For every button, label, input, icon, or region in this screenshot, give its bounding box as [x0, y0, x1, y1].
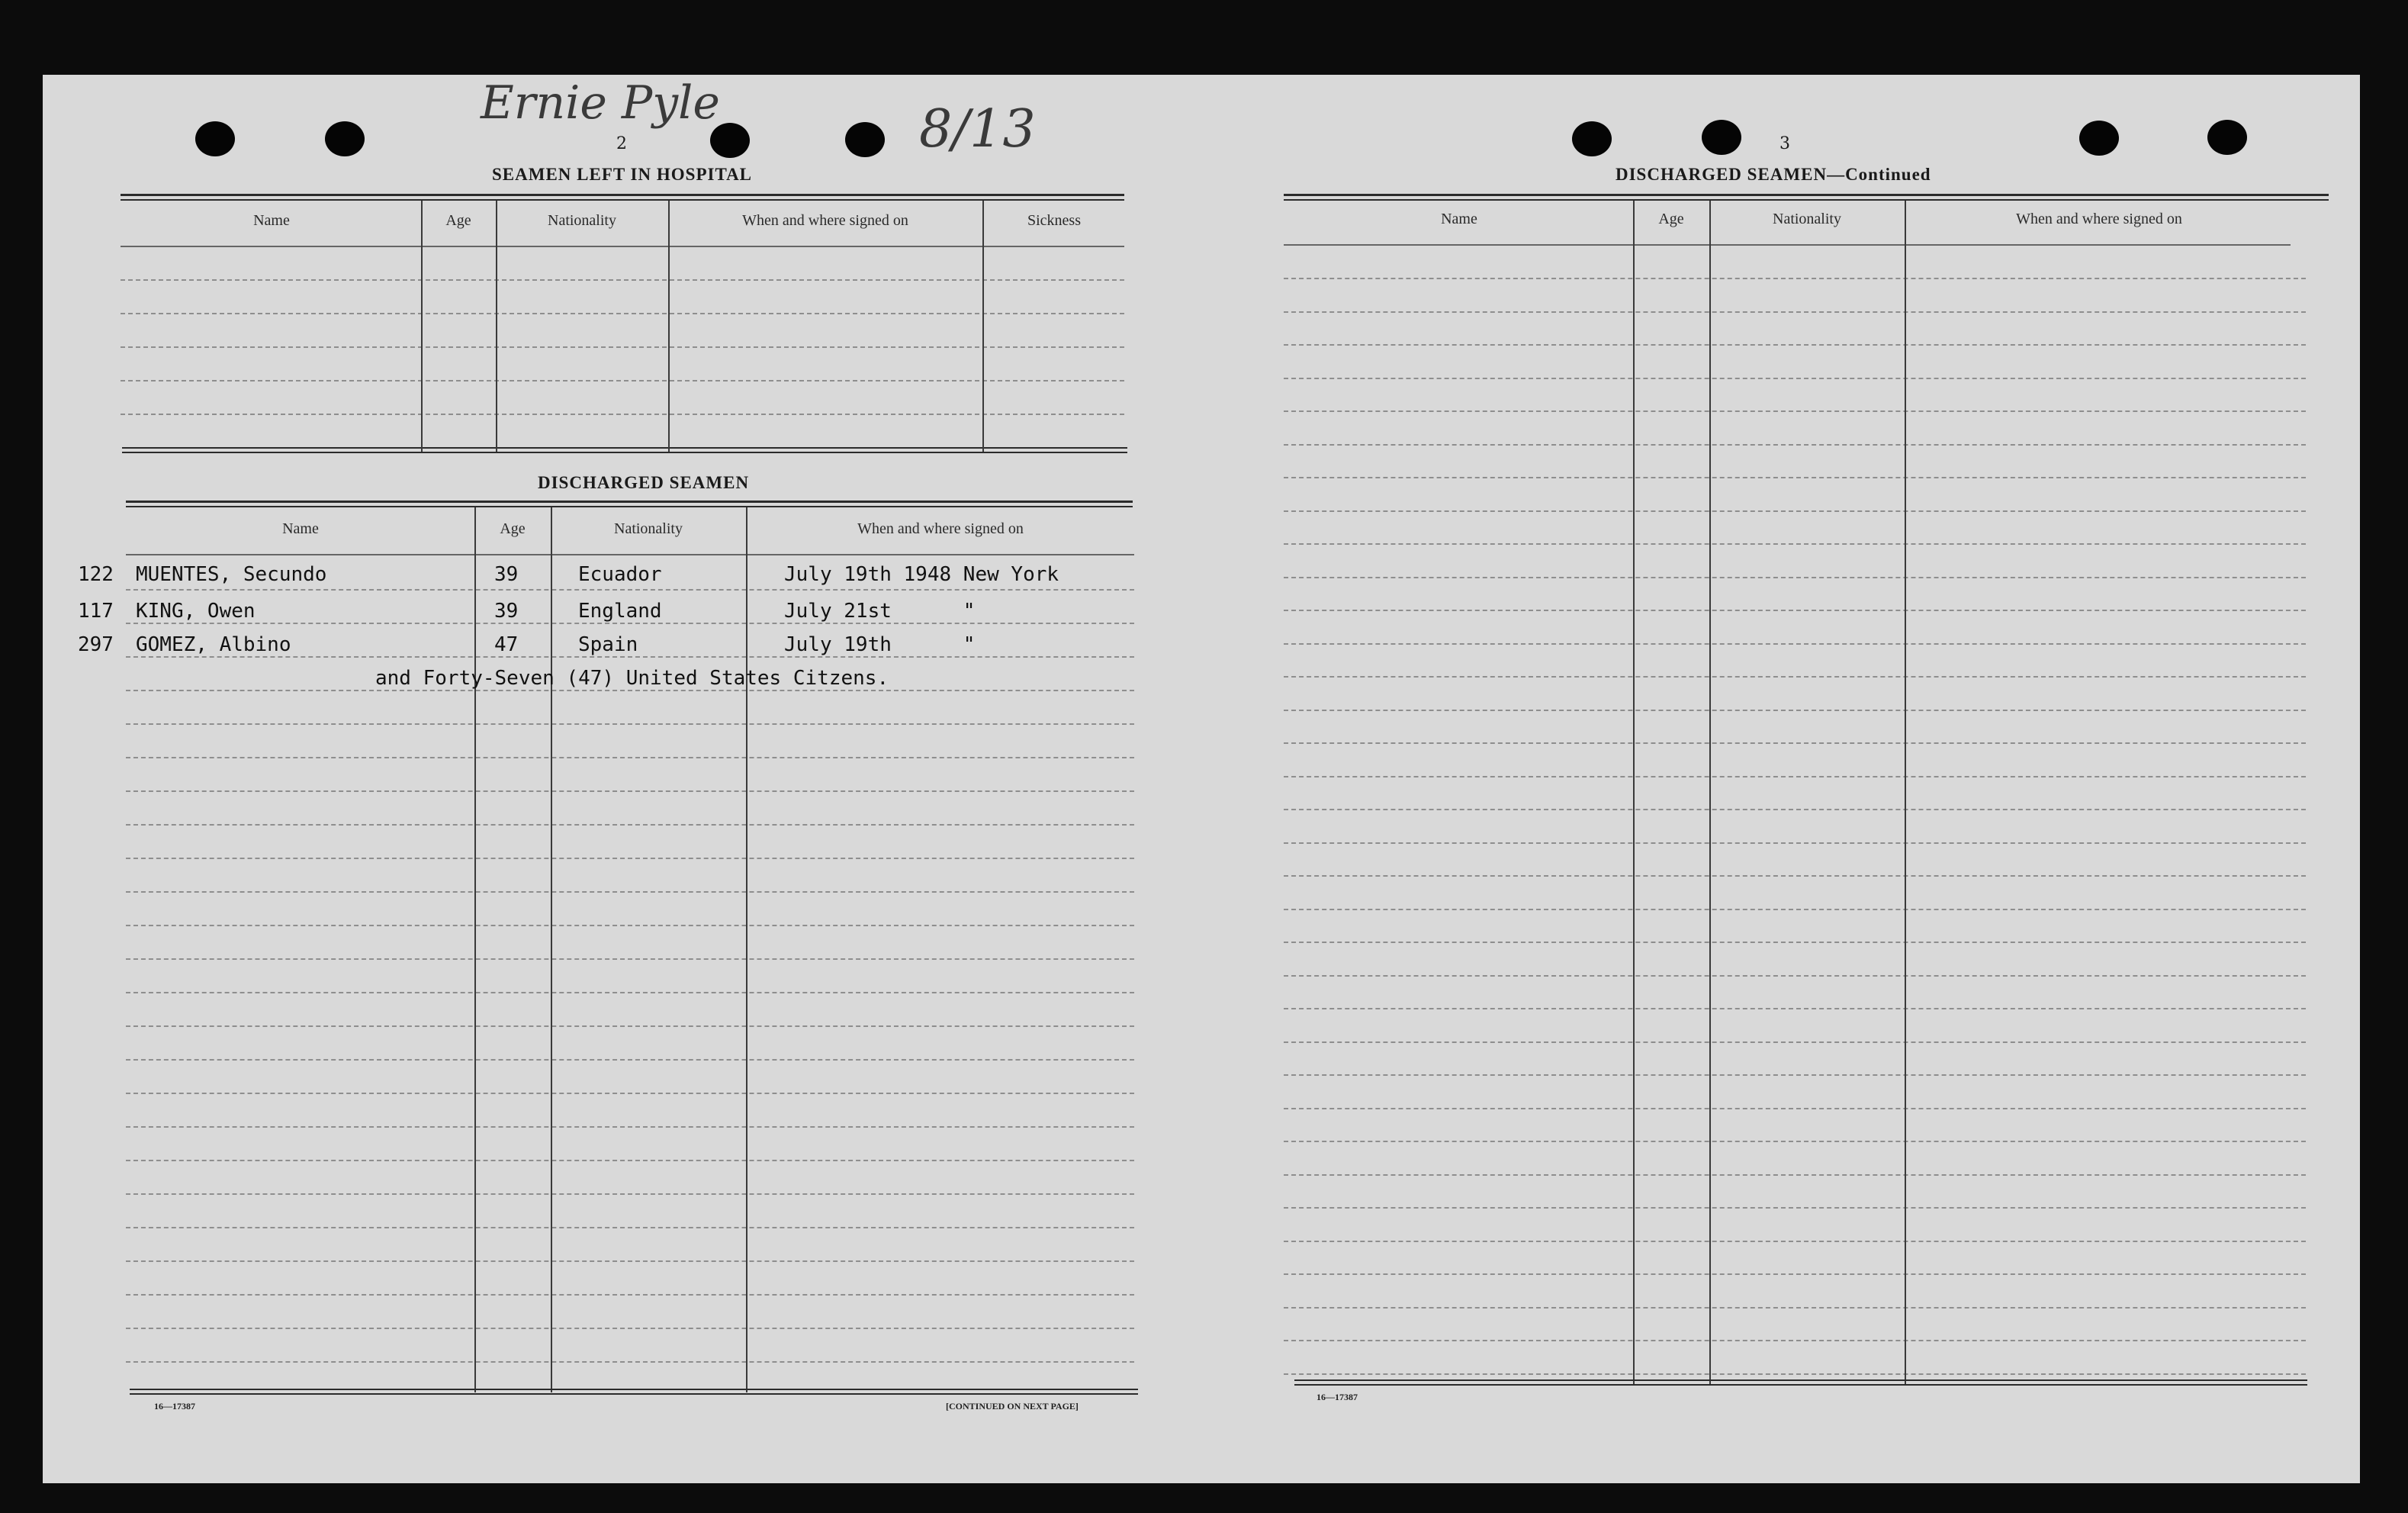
ruled-line	[1284, 510, 2306, 512]
right-col-divider	[1905, 201, 1906, 1385]
ruled-line	[126, 1160, 1134, 1161]
punch-hole	[2079, 121, 2119, 156]
ruled-line	[1284, 875, 2306, 877]
page-number-right: 3	[1779, 134, 1790, 153]
seaman-age: 47	[494, 633, 519, 656]
punch-hole	[195, 121, 235, 156]
ruled-line	[1284, 410, 2306, 412]
ruled-line	[126, 1260, 1134, 1262]
discharged-section-title: DISCHARGED SEAMEN	[538, 473, 750, 492]
ruled-line	[126, 1328, 1134, 1329]
ruled-line	[126, 1227, 1134, 1228]
hospital-row-line	[121, 313, 1124, 314]
ruled-line	[126, 1193, 1134, 1195]
hospital-header-age: Age	[445, 212, 471, 229]
ruled-line	[126, 757, 1134, 758]
ruled-line	[1284, 1207, 2306, 1209]
hospital-col-divider	[421, 201, 423, 452]
discharged-header-nationality: Nationality	[614, 520, 683, 537]
handwritten-ship-name: Ernie Pyle	[481, 76, 720, 130]
ruled-line	[126, 858, 1134, 859]
hospital-table-bottom-rule	[122, 447, 1127, 449]
ruled-line	[126, 1025, 1134, 1027]
hospital-section-title: SEAMEN LEFT IN HOSPITAL	[492, 165, 753, 184]
ruled-line	[126, 1294, 1134, 1296]
ruled-line	[1284, 1241, 2306, 1242]
ruled-line	[126, 925, 1134, 926]
ruled-line	[1284, 543, 2306, 545]
ruled-line	[1284, 676, 2306, 678]
right-table-top-rule-2	[1284, 199, 2329, 201]
ruled-line	[126, 656, 1134, 658]
seaman-age: 39	[494, 600, 519, 623]
discharged-continued-title: DISCHARGED SEAMEN—Continued	[1616, 165, 1931, 184]
hospital-header-signed-on: When and where signed on	[742, 212, 908, 229]
right-table-bottom-rule	[1294, 1379, 2307, 1381]
discharged-table-top-rule-2	[126, 506, 1133, 507]
ruled-line	[126, 824, 1134, 826]
seaman-name: GOMEZ, Albino	[136, 633, 291, 656]
right-header-nationality: Nationality	[1773, 211, 1841, 227]
seaman-nationality: England	[578, 600, 662, 623]
seaman-age: 39	[494, 563, 519, 586]
discharged-col-divider	[474, 507, 476, 1392]
discharged-header-name: Name	[282, 520, 319, 537]
discharged-table-bottom-rule-2	[130, 1393, 1138, 1395]
seaman-number: 297	[78, 633, 114, 656]
ruled-line	[126, 623, 1134, 624]
page-number-left: 2	[616, 134, 627, 153]
ruled-line	[1284, 1041, 2306, 1043]
discharged-col-divider	[551, 507, 552, 1392]
punch-hole	[845, 122, 885, 157]
hospital-row-line	[121, 279, 1124, 281]
ruled-line	[1284, 344, 2306, 346]
continued-note: [CONTINUED ON NEXT PAGE]	[946, 1401, 1079, 1412]
form-number-left: 16—17387	[154, 1401, 195, 1412]
ruled-line	[126, 690, 1134, 691]
ruled-line	[1284, 909, 2306, 910]
ruled-line	[126, 723, 1134, 725]
seaman-signed-on: July 19th 1948 New York	[784, 563, 1059, 586]
ruled-line	[1284, 577, 2306, 578]
ruled-line	[126, 589, 1134, 591]
ruled-line	[126, 992, 1134, 993]
seaman-signed-on: July 21st "	[784, 600, 976, 623]
ruled-line	[1284, 1174, 2306, 1176]
ruled-line	[1284, 1373, 2306, 1375]
punch-hole	[2207, 120, 2247, 155]
seaman-name: KING, Owen	[136, 600, 256, 623]
right-table-top-rule	[1284, 194, 2329, 196]
ruled-line	[1284, 842, 2306, 844]
ruled-line	[1284, 742, 2306, 744]
right-header-age: Age	[1658, 211, 1684, 227]
discharged-col-divider	[746, 507, 747, 1392]
discharged-header-rule	[126, 554, 1134, 555]
right-header-name: Name	[1441, 211, 1477, 227]
ruled-line	[1284, 311, 2306, 313]
ruled-line	[1284, 643, 2306, 645]
discharged-table-bottom-rule	[130, 1389, 1138, 1390]
seaman-number: 117	[78, 600, 114, 623]
ruled-line	[126, 1093, 1134, 1094]
seaman-nationality: Ecuador	[578, 563, 662, 586]
hospital-header-nationality: Nationality	[548, 212, 616, 229]
ruled-line	[126, 891, 1134, 893]
hospital-header-sickness: Sickness	[1027, 212, 1081, 229]
ruled-line	[1284, 1074, 2306, 1076]
ruled-line	[1284, 1141, 2306, 1142]
ruled-line	[1284, 1008, 2306, 1009]
ruled-line	[1284, 610, 2306, 611]
hospital-table-top-rule	[121, 194, 1124, 196]
hospital-table-top-rule-2	[121, 199, 1124, 201]
ruled-line	[1284, 809, 2306, 810]
document-sheet	[43, 75, 2360, 1483]
right-header-signed-on: When and where signed on	[2016, 211, 2182, 227]
punch-hole	[325, 121, 365, 156]
right-col-divider	[1709, 201, 1711, 1385]
ruled-line	[1284, 1273, 2306, 1275]
ruled-line	[1284, 1108, 2306, 1109]
ruled-line	[1284, 776, 2306, 777]
ruled-line	[1284, 1340, 2306, 1341]
ruled-line	[1284, 710, 2306, 711]
ruled-line	[1284, 378, 2306, 379]
ruled-line	[126, 1126, 1134, 1128]
right-header-rule	[1284, 244, 2291, 246]
ruled-line	[1284, 975, 2306, 977]
us-citizens-note: and Forty-Seven (47) United States Citzens.	[375, 667, 889, 690]
ruled-line	[126, 958, 1134, 960]
hospital-header-rule	[121, 246, 1124, 247]
ruled-line	[1284, 1307, 2306, 1309]
discharged-header-age: Age	[500, 520, 526, 537]
ruled-line	[126, 790, 1134, 792]
form-number-right: 16—17387	[1317, 1392, 1358, 1402]
handwritten-date: 8/13	[919, 99, 1036, 159]
ruled-line	[126, 1059, 1134, 1061]
seaman-nationality: Spain	[578, 633, 638, 656]
hospital-col-divider	[982, 201, 984, 452]
ruled-line	[126, 1361, 1134, 1363]
right-col-divider	[1633, 201, 1635, 1385]
hospital-header-name: Name	[253, 212, 290, 229]
discharged-header-signed-on: When and where signed on	[857, 520, 1024, 537]
right-table-bottom-rule-2	[1294, 1384, 2307, 1386]
discharged-table-top-rule	[126, 501, 1133, 503]
punch-hole	[1702, 120, 1741, 155]
seaman-number: 122	[78, 563, 114, 586]
ruled-line	[1284, 278, 2306, 279]
punch-hole	[1572, 121, 1612, 156]
ruled-line	[1284, 477, 2306, 478]
seaman-signed-on: July 19th "	[784, 633, 976, 656]
hospital-row-line	[121, 380, 1124, 381]
hospital-col-divider	[668, 201, 670, 452]
hospital-row-line	[121, 346, 1124, 348]
ruled-line	[1284, 444, 2306, 446]
hospital-col-divider	[496, 201, 497, 452]
hospital-table-bottom-rule-2	[122, 452, 1127, 453]
seaman-name: MUENTES, Secundo	[136, 563, 327, 586]
hospital-row-line	[121, 414, 1124, 415]
ruled-line	[1284, 942, 2306, 943]
